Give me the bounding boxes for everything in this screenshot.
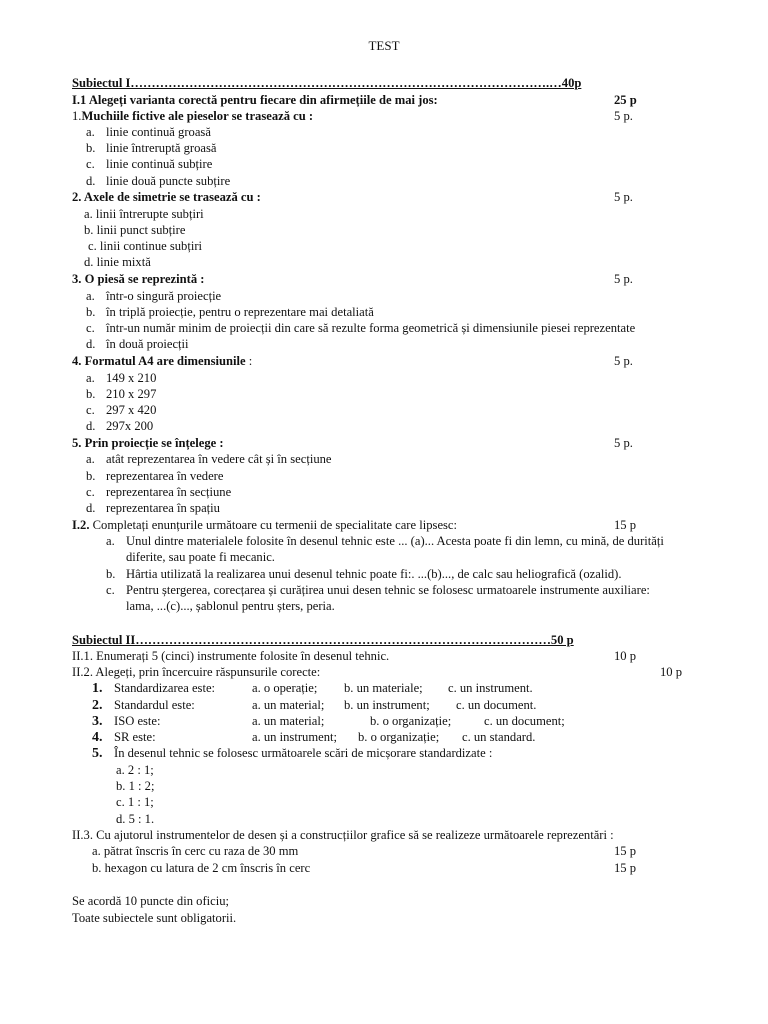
option: d. 297x 200 [86, 419, 154, 433]
question-number: 1. [72, 109, 82, 123]
section-i1-points: 25 p [614, 93, 637, 107]
question-2: 2. Axele de simetrie se trasează cu : [72, 190, 261, 204]
question-3: 3. O piesă se reprezintă : [72, 272, 205, 286]
choice-row: 1. Standardizarea este: a. o operație; b. un materiale; c. un instrument. [92, 681, 533, 696]
question-1-points: 5 p. [614, 109, 633, 123]
option: b. linii punct subțire [84, 223, 186, 237]
option: b. linie întreruptă groasă [86, 141, 217, 155]
option: c. într-un număr minim de proiecții din care să rezulte forma geometrică și dimensiunile piesei reprezentate [86, 321, 636, 335]
option: d. linie mixtă [84, 255, 151, 269]
question-5-points: 5 p. [614, 436, 633, 450]
question-text: Muchiile fictive ale pieselor se trasează cu : [81, 109, 314, 123]
section-i1-heading [72, 92, 438, 108]
question-ii2-points: 10 p [660, 665, 683, 679]
option: c. reprezentarea în secțiune [86, 485, 232, 499]
option: d. reprezentarea în spațiu [86, 501, 220, 515]
choice-row: 2. Standardul este: a. un material; b. un instrument; c. un document. [92, 698, 537, 713]
question-4: 4. Formatul A4 are dimensiunile : [72, 354, 253, 368]
section-i1-label: I.1 [72, 93, 87, 107]
option: a. 149 x 210 [86, 371, 157, 385]
footer-note-2: Toate subiectele sunt obligatorii. [72, 911, 237, 925]
question-3-points: 5 p. [614, 272, 633, 286]
document-title: TEST [368, 38, 400, 53]
scale-option: a. 2 : 1; [116, 763, 154, 777]
fill-item-a: a. Unul dintre materialele folosite în desenul tehnic este ... (a)... Acesta poate fi din lemn, cu mină, de durități [106, 534, 664, 548]
option: b. reprezentarea în vedere [86, 469, 224, 483]
fill-item-a-cont: diferite, sau poate fi mecanic. [126, 550, 275, 564]
fill-item-c-cont: lama, ...(c)..., șablonul pentru șters, peria. [126, 599, 335, 613]
question-4-points: 5 p. [614, 354, 633, 368]
question-ii3: II.3. Cu ajutorul instrumentelor de desen și a construcțiilor grafice să se realizeze următoarele reprezentări : [72, 828, 614, 842]
footer-note-1: Se acordă 10 puncte din oficiu; [72, 894, 230, 908]
fill-item-c: c. Pentru ștergerea, corecțarea și curățirea unui desen tehnic se folosesc urmatoarele instrumente auxiliare: [106, 583, 650, 597]
drawing-task-points: 15 p [614, 844, 637, 858]
option: c. linii continue subțiri [88, 239, 203, 253]
option: a. într-o singură proiecție [86, 289, 222, 303]
question-ii2: II.2. Alegeți, prin încercuire răspunsurile corecte: [72, 665, 321, 679]
scale-option: b. 1 : 2; [116, 779, 155, 793]
subject-1-header: Subiectul I……………………………………………………………………………………….…40p [72, 76, 582, 90]
question-ii1: II.1. Enumerați 5 (cinci) instrumente folosite în desenul tehnic. [72, 649, 390, 663]
drawing-task: b. hexagon cu latura de 2 cm înscris în cerc [92, 861, 311, 875]
scale-option: c. 1 : 1; [116, 795, 154, 809]
section-i2-points: 15 p [614, 518, 637, 532]
section-i1-text: Alegeți varianta corectă pentru fiecare din afirmețiile de mai jos: [86, 93, 438, 107]
option: b. în triplă proiecție, pentru o reprezentare mai detaliată [86, 305, 374, 319]
option: a. atât reprezentarea în vedere cât și în secțiune [86, 452, 332, 466]
question-1 [72, 108, 313, 124]
option: c. 297 x 420 [86, 403, 157, 417]
section-i2-heading: I.2. Completați enunțurile următoare cu termenii de specialitate care lipsesc: [72, 518, 458, 532]
subject-2-header: Subiectul II………………………………………………………………………………………50 p [72, 633, 574, 647]
option: c. linie continuă subțire [86, 157, 213, 171]
option: a. linie continuă groasă [86, 125, 211, 139]
drawing-task-points: 15 p [614, 861, 637, 875]
option: d. linie două puncte subțire [86, 174, 231, 188]
fill-item-b: b. Hârtia utilizată la realizarea unui desenul tehnic poate fi:. ...(b)..., de calc sau heliografică (ozalid). [106, 567, 622, 581]
option: d. în două proiecții [86, 337, 189, 351]
option: b. 210 x 297 [86, 387, 157, 401]
scale-option: d. 5 : 1. [116, 812, 155, 826]
question-5: 5. Prin proiecție se înțelege : [72, 436, 224, 450]
choice-row-5: 5. În desenul tehnic se folosesc următoarele scări de micșorare standardizate : [92, 746, 493, 761]
choice-row: 4. SR este: a. un instrument; b. o organizație; c. un standard. [92, 730, 536, 745]
option: a. linii întrerupte subțiri [84, 207, 204, 221]
choice-row: 3. ISO este: a. un material; b. o organizație; c. un document; [92, 714, 565, 729]
question-2-points: 5 p. [614, 190, 633, 204]
drawing-task: a. pătrat înscris în cerc cu raza de 30 mm [92, 844, 299, 858]
question-ii1-points: 10 p [614, 649, 637, 663]
